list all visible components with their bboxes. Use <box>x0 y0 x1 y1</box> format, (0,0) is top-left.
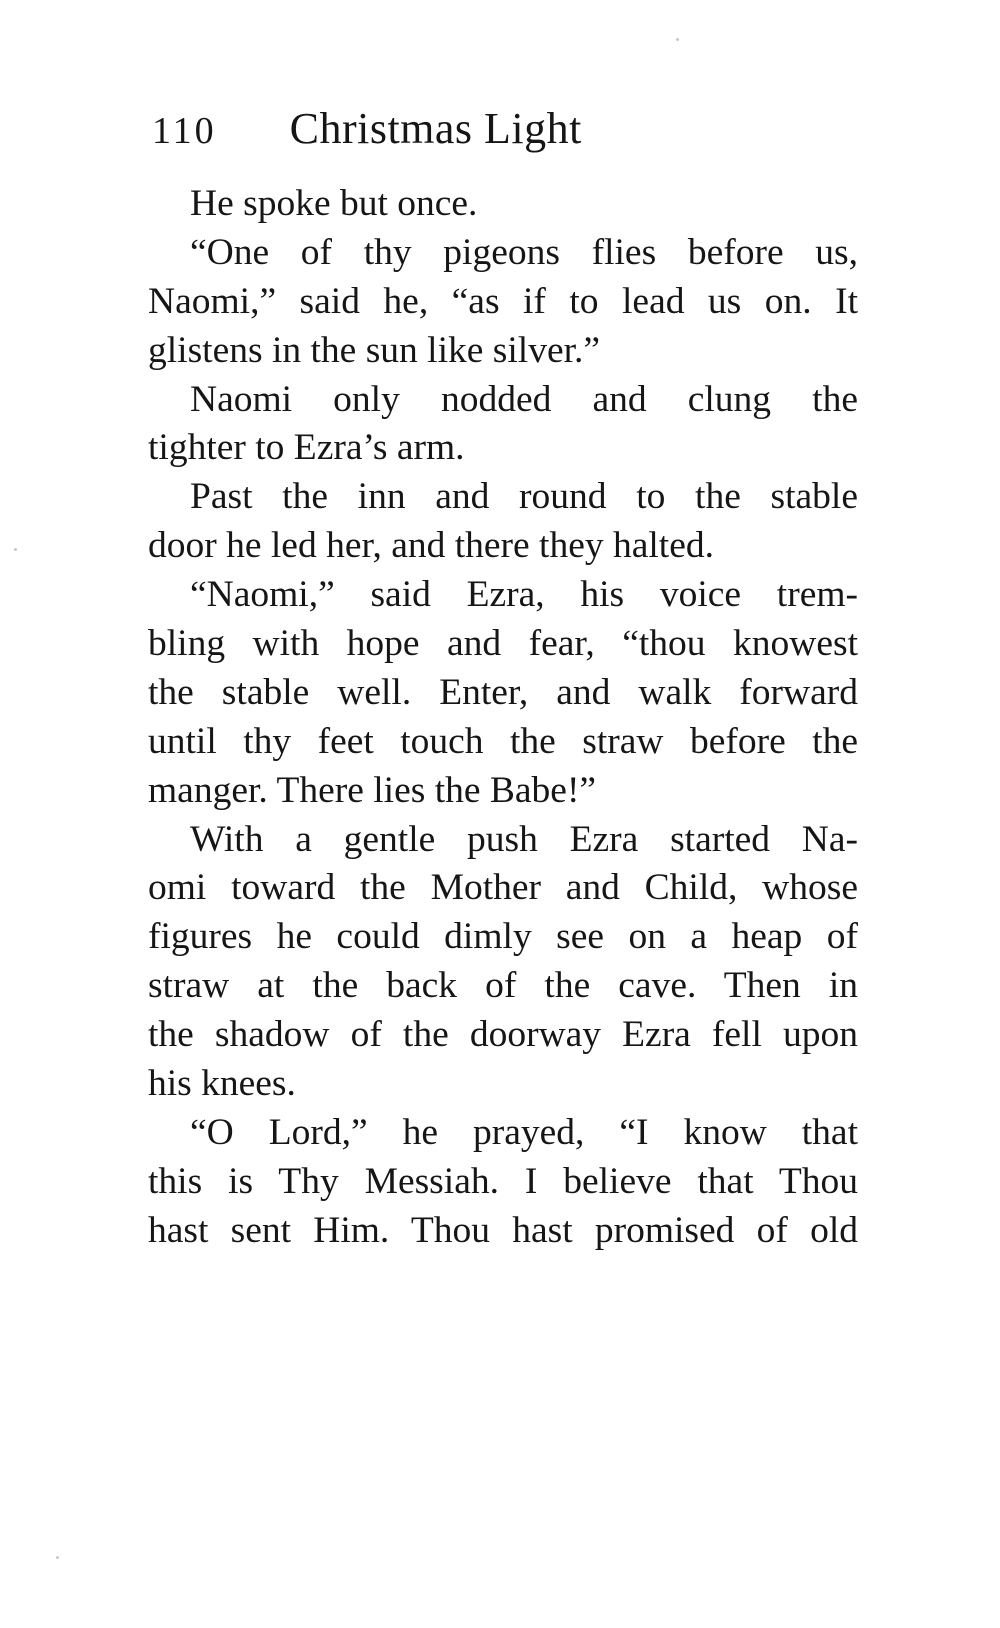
text-line: the stable well. Enter, and walk forward <box>148 671 858 713</box>
running-head <box>152 104 582 154</box>
text-line: With a gentle push Ezra started Na- <box>190 818 858 860</box>
text-line: “O Lord,” he prayed, “I know that <box>190 1111 858 1153</box>
text-line: until thy feet touch the straw before the <box>148 720 858 762</box>
text-line: hast sent Him. Thou hast promised of old <box>148 1209 858 1251</box>
scan-speck <box>14 548 17 551</box>
text-line: manger. There lies the Babe!” <box>148 769 597 811</box>
text-line: his knees. <box>148 1063 296 1105</box>
text-line: straw at the back of the cave. Then in <box>148 965 858 1007</box>
text-line: glistens in the sun like silver.” <box>148 329 601 371</box>
text-line: “Naomi,” said Ezra, his voice trem- <box>190 574 858 616</box>
scan-speck <box>56 1556 59 1559</box>
text-line: “One of thy pigeons flies before us, <box>190 231 858 273</box>
scan-speck <box>676 38 679 41</box>
body-text <box>148 180 858 1256</box>
text-line: Past the inn and round to the stable <box>190 476 858 518</box>
text-line: the shadow of the doorway Ezra fell upon <box>148 1014 858 1056</box>
text-line: bling with hope and fear, “thou knowest <box>148 623 858 665</box>
text-line: omi toward the Mother and Child, whose <box>148 867 858 909</box>
running-title: Christmas Light <box>289 104 582 153</box>
text-line: door he led her, and there they halted. <box>148 525 714 567</box>
text-line: He spoke but once. <box>190 183 478 224</box>
page-number: 110 <box>152 110 217 152</box>
text-line: Naomi only nodded and clung the <box>190 378 858 420</box>
text-line: figures he could dimly see on a heap of <box>148 916 858 958</box>
text-line: tighter to Ezra’s arm. <box>148 427 465 469</box>
text-line: Naomi,” said he, “as if to lead us on. It <box>148 280 858 322</box>
text-line: this is Thy Messiah. I believe that Thou <box>148 1160 858 1202</box>
